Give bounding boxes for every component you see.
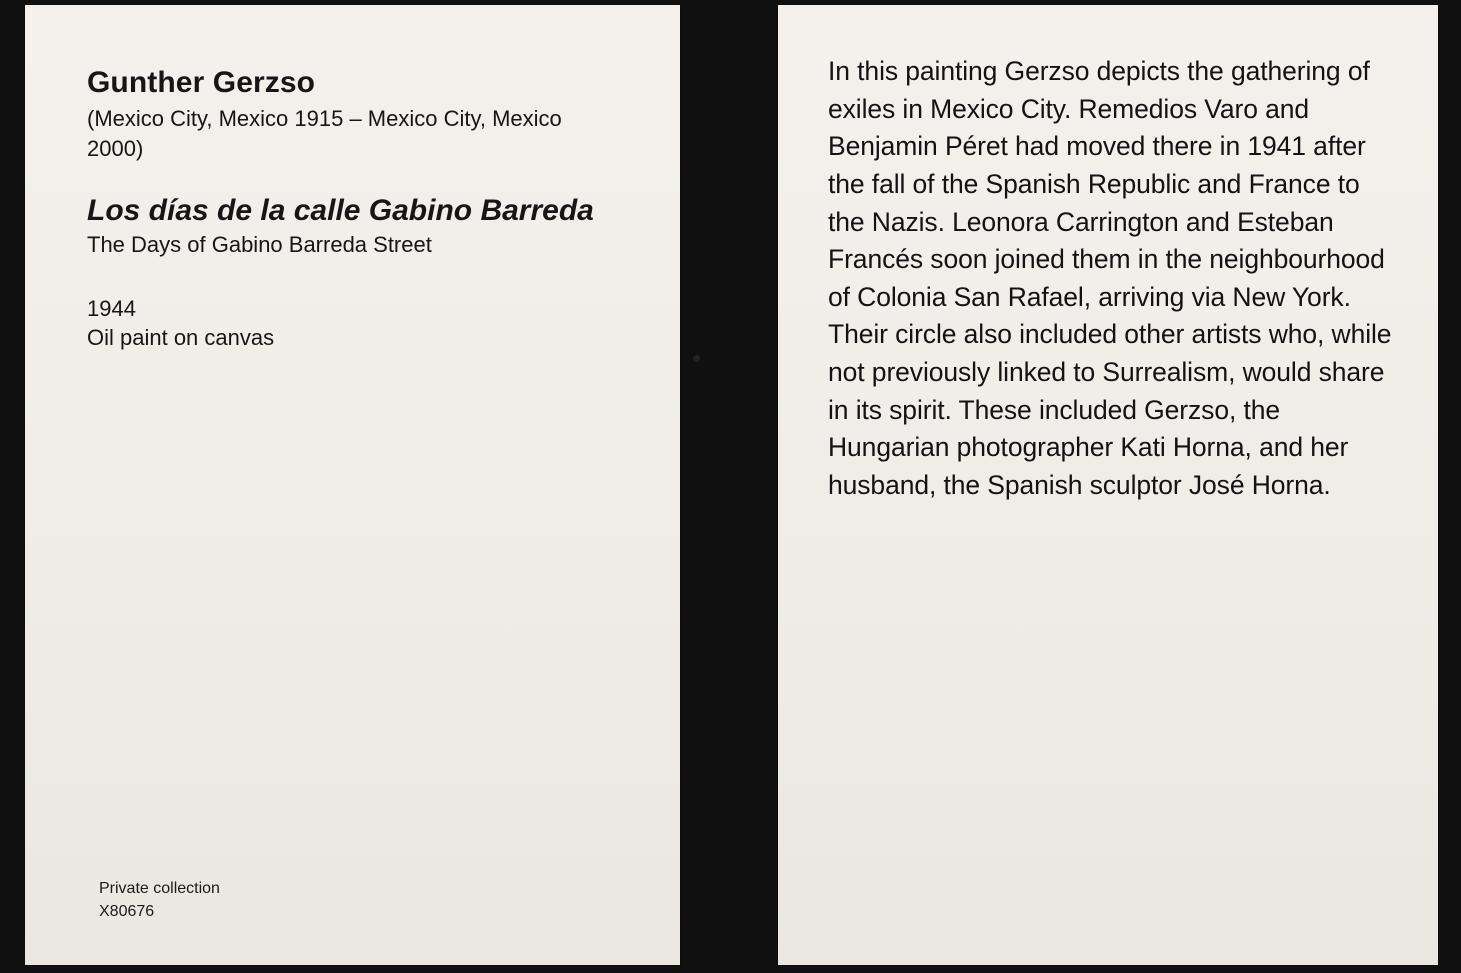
interpretation-content bbox=[778, 5, 1438, 505]
artist-life-dates: (Mexico City, Mexico 1915 – Mexico City, Mexico 2000) bbox=[87, 106, 562, 161]
label-content bbox=[25, 5, 680, 352]
accession-number: X80676 bbox=[99, 902, 155, 920]
artwork-title-original: Los días de la calle Gabino Barreda bbox=[87, 193, 594, 227]
artist-name: Gunther Gerzso bbox=[87, 66, 316, 99]
wall-fixing-dot bbox=[693, 355, 700, 362]
artwork-date: 1944 bbox=[87, 296, 136, 322]
artwork-medium: Oil paint on canvas bbox=[87, 325, 275, 351]
artwork-label-panel bbox=[25, 5, 680, 965]
credit-block bbox=[99, 877, 220, 923]
artwork-title-translation: The Days of Gabino Barreda Street bbox=[87, 232, 432, 258]
interpretation-panel bbox=[778, 5, 1438, 965]
credit-line: Private collection bbox=[99, 879, 220, 897]
interpretation-body: In this painting Gerzso depicts the gathering of exiles in Mexico City. Remedios Varo and Benjamin Péret had moved there in 1941 after the fall of the Spanish Republic and France to the Nazis. Leonora Carrington and Esteban Francés soon joined them in the neighbourhood of Colonia San Rafael, arriving via New York. Their circle also included other artists who, while not previously linked to Surrealism, would share in its spirit. These included Gerzso, the Hungarian photographer Kati Horna, and her husband, the Spanish sculptor José Horna. bbox=[828, 56, 1392, 500]
